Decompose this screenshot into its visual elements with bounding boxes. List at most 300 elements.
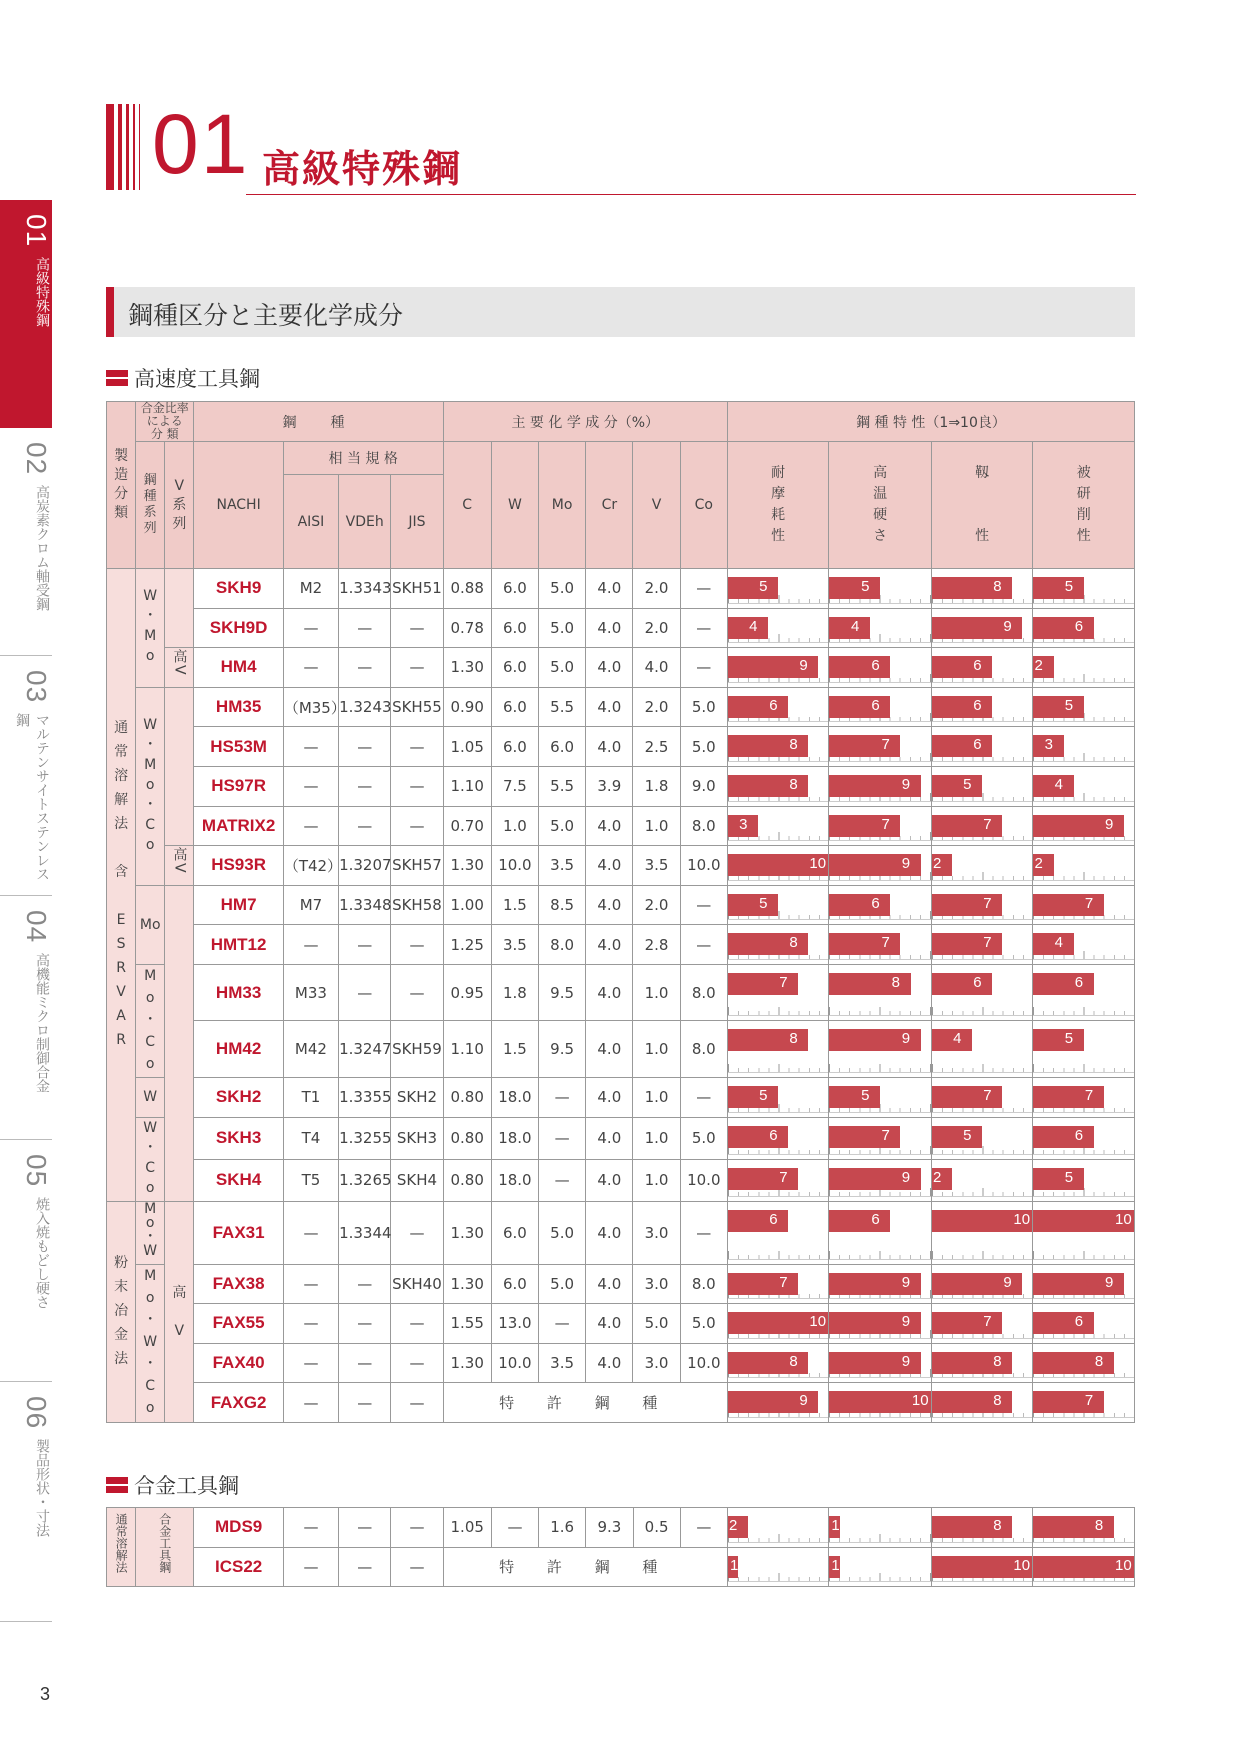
scale-ticks [932, 1577, 1032, 1582]
property-bar-cell [727, 1383, 828, 1423]
property-bar-cell [931, 1304, 1032, 1344]
property-value: 9 [1003, 1273, 1012, 1291]
property-bar-cell [1033, 885, 1135, 925]
scale-ticks [829, 797, 930, 802]
v-cell: 1.0 [633, 1159, 680, 1201]
mfg-normal-esr-var: 通 常 溶 解 法 含 E S R V A R [107, 569, 136, 1202]
scale-ticks [1033, 797, 1134, 802]
v-cell: 3.0 [633, 1201, 680, 1264]
jis-cell: SKH58 [391, 885, 443, 925]
steel-name: SKH9 [194, 569, 283, 609]
c-cell: 0.80 [443, 1117, 491, 1159]
w-cell: 6.0 [491, 608, 538, 648]
c-cell: 1.05 [443, 1508, 491, 1548]
steel-name: FAX40 [194, 1343, 283, 1383]
side-nav-number: 01 [21, 214, 52, 248]
v-series-high-v: 高V [165, 648, 194, 688]
side-nav-item-02[interactable] [0, 428, 52, 656]
co-cell: — [680, 1508, 727, 1548]
aisi-cell: — [283, 766, 338, 806]
w-cell: 1.0 [491, 806, 538, 846]
co-cell: — [680, 1077, 727, 1117]
scale-ticks [1033, 1538, 1134, 1543]
property-value: 7 [1084, 894, 1094, 912]
v-cell: 0.5 [633, 1508, 680, 1548]
property-bar [728, 973, 798, 995]
side-nav-item-04[interactable] [0, 896, 52, 1140]
c-cell: 1.30 [443, 1264, 491, 1304]
scale-ticks [728, 1068, 828, 1073]
property-bar-cell [727, 1201, 828, 1264]
vdeh-cell: 1.3243 [339, 687, 391, 727]
aisi-cell: — [283, 925, 338, 965]
w-cell: 6.0 [491, 1201, 538, 1264]
c-cell: 0.90 [443, 687, 491, 727]
side-nav-item-03[interactable] [0, 656, 52, 896]
w-cell: 1.5 [491, 1021, 538, 1078]
cr-cell: 4.0 [586, 569, 633, 609]
property-value: 4 [851, 617, 860, 635]
w-cell: 6.0 [491, 1264, 538, 1304]
scale-ticks [1033, 717, 1134, 722]
property-bar [829, 933, 900, 955]
aisi-cell: M33 [283, 964, 338, 1021]
co-cell: 8.0 [680, 806, 727, 846]
v-series-high-v: 高 V [165, 1201, 194, 1422]
v-cell: 3.5 [633, 846, 680, 886]
property-bar [728, 894, 778, 916]
scale-ticks [932, 1255, 1032, 1260]
side-nav-label: 高機能ミクロ制御合金 [34, 953, 50, 1094]
jis-cell: — [391, 1547, 443, 1587]
scale-ticks [728, 1011, 828, 1016]
alloy-series: 合金工具鋼 [136, 1508, 194, 1587]
property-value: 2 [729, 1517, 738, 1534]
side-nav-number: 05 [21, 1154, 52, 1188]
v-cell: 1.0 [633, 1117, 680, 1159]
scale-ticks [932, 1334, 1032, 1339]
table-row [107, 1304, 1135, 1344]
co-cell: 10.0 [680, 1343, 727, 1383]
property-bar-cell [829, 925, 931, 965]
property-bar [829, 617, 870, 639]
scale-ticks [829, 1413, 930, 1418]
property-bar-cell [829, 806, 931, 846]
scale-ticks [829, 955, 930, 960]
property-bar [1033, 577, 1083, 599]
cr-cell: 4.0 [586, 1343, 633, 1383]
vdeh-cell: 1.3343 [339, 569, 391, 609]
header-nachi: NACHI [194, 442, 283, 569]
scale-ticks [829, 717, 930, 722]
scale-ticks [1033, 1150, 1134, 1155]
co-cell: 8.0 [680, 964, 727, 1021]
header-v-series: V 系 列 [165, 442, 194, 569]
property-bar-cell [829, 1159, 931, 1201]
scale-ticks [1033, 1294, 1134, 1299]
property-value: 6 [871, 696, 880, 714]
property-value: 8 [891, 973, 900, 991]
alloy-heading-text: 合金工具鋼 [134, 1474, 239, 1498]
property-bar-cell [727, 1021, 828, 1078]
property-value: 10 [809, 855, 827, 873]
scale-ticks [829, 638, 930, 643]
scale-ticks [1033, 876, 1134, 881]
c-cell: 1.30 [443, 648, 491, 688]
jis-cell: — [391, 1343, 443, 1383]
property-value: 2 [933, 1168, 942, 1186]
property-bar-cell [931, 1117, 1032, 1159]
table-row [107, 727, 1135, 767]
aisi-cell: — [283, 1508, 338, 1548]
w-cell: 3.5 [491, 925, 538, 965]
scale-ticks [728, 1150, 828, 1155]
property-bar-cell [1033, 608, 1135, 648]
page-header [106, 97, 1136, 194]
property-value: 9 [901, 1313, 911, 1331]
property-bar [1033, 894, 1103, 916]
table-row [107, 1343, 1135, 1383]
patent-steel-cell: 特 許 鋼 種 [443, 1383, 727, 1423]
co-cell: 5.0 [680, 727, 727, 767]
aisi-cell: — [283, 1383, 338, 1423]
aisi-cell: （T42） [283, 846, 338, 886]
property-bar-cell [931, 925, 1032, 965]
scale-ticks [932, 1192, 1032, 1197]
scale-ticks [1033, 1255, 1134, 1260]
jis-cell: — [391, 608, 443, 648]
property-bar-cell [1033, 1021, 1135, 1078]
steel-name: SKH4 [194, 1159, 283, 1201]
property-bar-cell [931, 569, 1032, 609]
jis-cell: SKH51 [391, 569, 443, 609]
property-value: 6 [973, 696, 982, 714]
cr-cell: 4.0 [586, 1264, 633, 1304]
property-bar-cell [1033, 1383, 1135, 1423]
scale-ticks [829, 876, 930, 881]
scale-ticks [728, 915, 828, 920]
scale-ticks [932, 1068, 1032, 1073]
steel-name: HM42 [194, 1021, 283, 1078]
co-cell: 5.0 [680, 687, 727, 727]
aisi-cell: — [283, 1264, 338, 1304]
jis-cell: — [391, 766, 443, 806]
header-equiv: 相 当 規 格 [283, 442, 443, 475]
scale-ticks [829, 599, 930, 604]
scale-ticks [932, 638, 1032, 643]
property-bar-cell [829, 885, 931, 925]
property-bar [1033, 1168, 1083, 1190]
property-value: 8 [993, 578, 1002, 595]
property-bar-cell [727, 608, 828, 648]
scale-ticks [728, 1192, 828, 1197]
scale-ticks [932, 599, 1032, 604]
aisi-cell: M42 [283, 1021, 338, 1078]
mo-cell: 3.5 [539, 846, 586, 886]
vdeh-cell: — [339, 1508, 391, 1548]
c-cell: 1.05 [443, 727, 491, 767]
scale-ticks [728, 1538, 828, 1543]
property-bar-cell [1033, 1077, 1135, 1117]
property-value: 8 [1094, 1352, 1104, 1370]
property-bar-cell [1033, 727, 1135, 767]
co-cell: 10.0 [680, 1159, 727, 1201]
series-w-co: W ・ C o [136, 1117, 165, 1201]
jis-cell: SKH59 [391, 1021, 443, 1078]
aisi-cell: M7 [283, 885, 338, 925]
property-bar-cell [1033, 1343, 1135, 1383]
scale-ticks [728, 1334, 828, 1339]
property-bar-cell [1033, 964, 1135, 1021]
aisi-cell: — [283, 608, 338, 648]
scale-ticks [728, 1294, 828, 1299]
w-cell: 6.0 [491, 648, 538, 688]
vdeh-cell: — [339, 1547, 391, 1587]
scale-ticks [728, 1108, 828, 1113]
property-bar [1033, 696, 1083, 718]
property-bar [932, 894, 1002, 916]
cr-cell: 3.9 [586, 766, 633, 806]
property-value: 6 [871, 894, 880, 912]
property-bar [829, 894, 890, 916]
v-cell: 4.0 [633, 648, 680, 688]
property-bar-cell [829, 1343, 931, 1383]
header-wear: 耐 摩 耗 性 [727, 442, 828, 569]
scale-ticks [1033, 599, 1134, 604]
scale-ticks [829, 678, 930, 683]
aisi-cell: — [283, 806, 338, 846]
scale-ticks [932, 955, 1032, 960]
property-bar-cell [931, 727, 1032, 767]
table-row [107, 806, 1135, 846]
property-value: 3 [739, 815, 748, 833]
property-bar-cell [931, 964, 1032, 1021]
c-cell: 0.88 [443, 569, 491, 609]
mo-cell: 5.0 [539, 806, 586, 846]
cr-cell: 4.0 [586, 1304, 633, 1344]
property-bar [728, 1086, 778, 1108]
side-nav-item-01[interactable] [0, 200, 52, 428]
property-bar [932, 1029, 972, 1051]
table-row [107, 766, 1135, 806]
v-cell: 1.0 [633, 964, 680, 1021]
property-bar-cell [931, 1547, 1032, 1587]
property-value: 10 [809, 1313, 827, 1331]
section-accent [106, 287, 114, 337]
v-series-blank [165, 569, 194, 648]
scale-ticks [728, 757, 828, 762]
property-value: 9 [1003, 617, 1012, 635]
property-value: 7 [881, 934, 890, 952]
mo-cell: 5.0 [539, 1264, 586, 1304]
w-cell: 10.0 [491, 846, 538, 886]
scale-ticks [1033, 1577, 1134, 1582]
mo-cell: — [539, 1159, 586, 1201]
steel-name: FAX31 [194, 1201, 283, 1264]
property-value: 10 [911, 1392, 929, 1410]
property-value: 9 [901, 1273, 911, 1291]
property-value: 8 [789, 1352, 798, 1370]
property-value: 5 [1064, 1030, 1074, 1048]
side-nav-item-05[interactable] [0, 1140, 52, 1382]
scale-ticks [932, 915, 1032, 920]
scale-ticks [829, 1068, 930, 1073]
vdeh-cell: — [339, 1304, 391, 1344]
property-value: 10 [1115, 1556, 1132, 1574]
property-value: 10 [1013, 1210, 1031, 1228]
table-row [107, 1264, 1135, 1304]
steel-name: SKH2 [194, 1077, 283, 1117]
scale-ticks [728, 836, 828, 841]
scale-ticks [932, 757, 1032, 762]
property-bar [1033, 1029, 1083, 1051]
scale-ticks [829, 1011, 930, 1016]
scale-ticks [829, 836, 930, 841]
property-bar [1033, 775, 1073, 797]
property-bar [1033, 1126, 1093, 1148]
v-cell: 2.5 [633, 727, 680, 767]
scale-ticks [932, 836, 1032, 841]
jis-cell: SKH40 [391, 1264, 443, 1304]
steel-name: HM35 [194, 687, 283, 727]
v-cell: 2.0 [633, 569, 680, 609]
co-cell: — [680, 925, 727, 965]
property-bar-cell [931, 1159, 1032, 1201]
header-chem: 主 要 化 学 成 分（%） [443, 402, 727, 442]
property-bar-cell [829, 1508, 931, 1548]
property-value: 5 [1064, 696, 1074, 714]
property-value: 6 [973, 657, 982, 675]
vdeh-cell: — [339, 806, 391, 846]
property-value: 8 [789, 934, 798, 952]
jis-cell: — [391, 1508, 443, 1548]
scale-ticks [829, 1294, 930, 1299]
property-bar-cell [727, 885, 828, 925]
scale-ticks [728, 1373, 828, 1378]
header-w: W [491, 442, 538, 569]
steel-name: FAXG2 [194, 1383, 283, 1423]
vdeh-cell: — [339, 1383, 391, 1423]
property-bar-cell [931, 846, 1032, 886]
property-bar-cell [829, 1304, 931, 1344]
cr-cell: 4.0 [586, 608, 633, 648]
scale-ticks [932, 797, 1032, 802]
property-bar [932, 815, 1002, 837]
property-value: 6 [1074, 617, 1084, 635]
scale-ticks [932, 1538, 1032, 1543]
v-cell: 2.0 [633, 687, 680, 727]
property-bar [728, 1273, 798, 1295]
w-cell: 7.5 [491, 766, 538, 806]
property-bar [932, 1312, 1002, 1334]
property-value: 5 [861, 578, 870, 595]
jis-cell: SKH55 [391, 687, 443, 727]
scale-ticks [932, 717, 1032, 722]
property-bar-cell [1033, 846, 1135, 886]
steel-name: HS97R [194, 766, 283, 806]
aisi-cell: — [283, 1547, 338, 1587]
aisi-cell: T4 [283, 1117, 338, 1159]
property-value: 9 [799, 1392, 808, 1410]
property-value: 7 [1084, 1392, 1094, 1410]
side-nav-label: マルテンサイトステンレス鋼 [14, 713, 50, 882]
property-value: 8 [789, 1030, 798, 1048]
property-value: 8 [789, 775, 798, 793]
property-bar-cell [727, 806, 828, 846]
property-bar-cell [727, 1159, 828, 1201]
property-bar [932, 933, 1002, 955]
scale-ticks [728, 876, 828, 881]
side-nav-item-06[interactable] [0, 1382, 52, 1622]
property-bar-cell [931, 1201, 1032, 1264]
scale-ticks [829, 1538, 930, 1543]
w-cell: 18.0 [491, 1159, 538, 1201]
property-value: 4 [749, 617, 758, 635]
scale-ticks [728, 717, 828, 722]
steel-name: FAX38 [194, 1264, 283, 1304]
property-value: 6 [1074, 1126, 1084, 1144]
property-value: 6 [973, 736, 982, 754]
header-vdeh: VDEh [339, 475, 391, 569]
property-value: 3 [1044, 736, 1053, 754]
scale-ticks [932, 1150, 1032, 1155]
v-cell: 3.0 [633, 1264, 680, 1304]
v-cell: 1.0 [633, 1021, 680, 1078]
table-row [107, 885, 1135, 925]
mo-cell: 9.5 [539, 964, 586, 1021]
vdeh-cell: — [339, 1343, 391, 1383]
c-cell: 1.10 [443, 766, 491, 806]
v-cell: 1.0 [633, 1077, 680, 1117]
mfg-powder: 粉 末 冶 金 法 [107, 1201, 136, 1422]
property-bar [728, 1168, 798, 1190]
v-series-high-v: 高V [165, 846, 194, 886]
property-bar-cell [727, 1077, 828, 1117]
scale-ticks [728, 599, 828, 604]
page-number: 3 [40, 1684, 51, 1704]
section-title: 鋼種区分と主要化学成分 [128, 301, 404, 330]
property-bar-cell [931, 608, 1032, 648]
steel-name: HM4 [194, 648, 283, 688]
property-value: 9 [1104, 815, 1114, 833]
property-value: 4 [953, 1030, 962, 1048]
property-bar-cell [931, 687, 1032, 727]
property-value: 6 [871, 1210, 880, 1228]
property-value: 7 [983, 894, 992, 912]
scale-ticks [728, 1413, 828, 1418]
co-cell: 5.0 [680, 1304, 727, 1344]
mo-cell: 6.0 [539, 727, 586, 767]
hss-heading-text: 高速度工具鋼 [134, 367, 260, 391]
property-value: 6 [769, 1126, 778, 1144]
property-bar-cell [727, 1304, 828, 1344]
cr-cell: 4.0 [586, 806, 633, 846]
scale-ticks [932, 1108, 1032, 1113]
jis-cell: — [391, 806, 443, 846]
jis-cell: — [391, 1201, 443, 1264]
co-cell: — [680, 885, 727, 925]
series-mo-co: M o ・ C o [136, 964, 165, 1077]
steel-name: FAX55 [194, 1304, 283, 1344]
jis-cell: SKH3 [391, 1117, 443, 1159]
scale-ticks [1033, 1413, 1134, 1418]
vdeh-cell: — [339, 925, 391, 965]
property-bar [932, 1126, 982, 1148]
property-bar [829, 577, 880, 599]
v-cell: 1.0 [633, 806, 680, 846]
scale-ticks [932, 1011, 1032, 1016]
property-value: 9 [1104, 1273, 1114, 1291]
